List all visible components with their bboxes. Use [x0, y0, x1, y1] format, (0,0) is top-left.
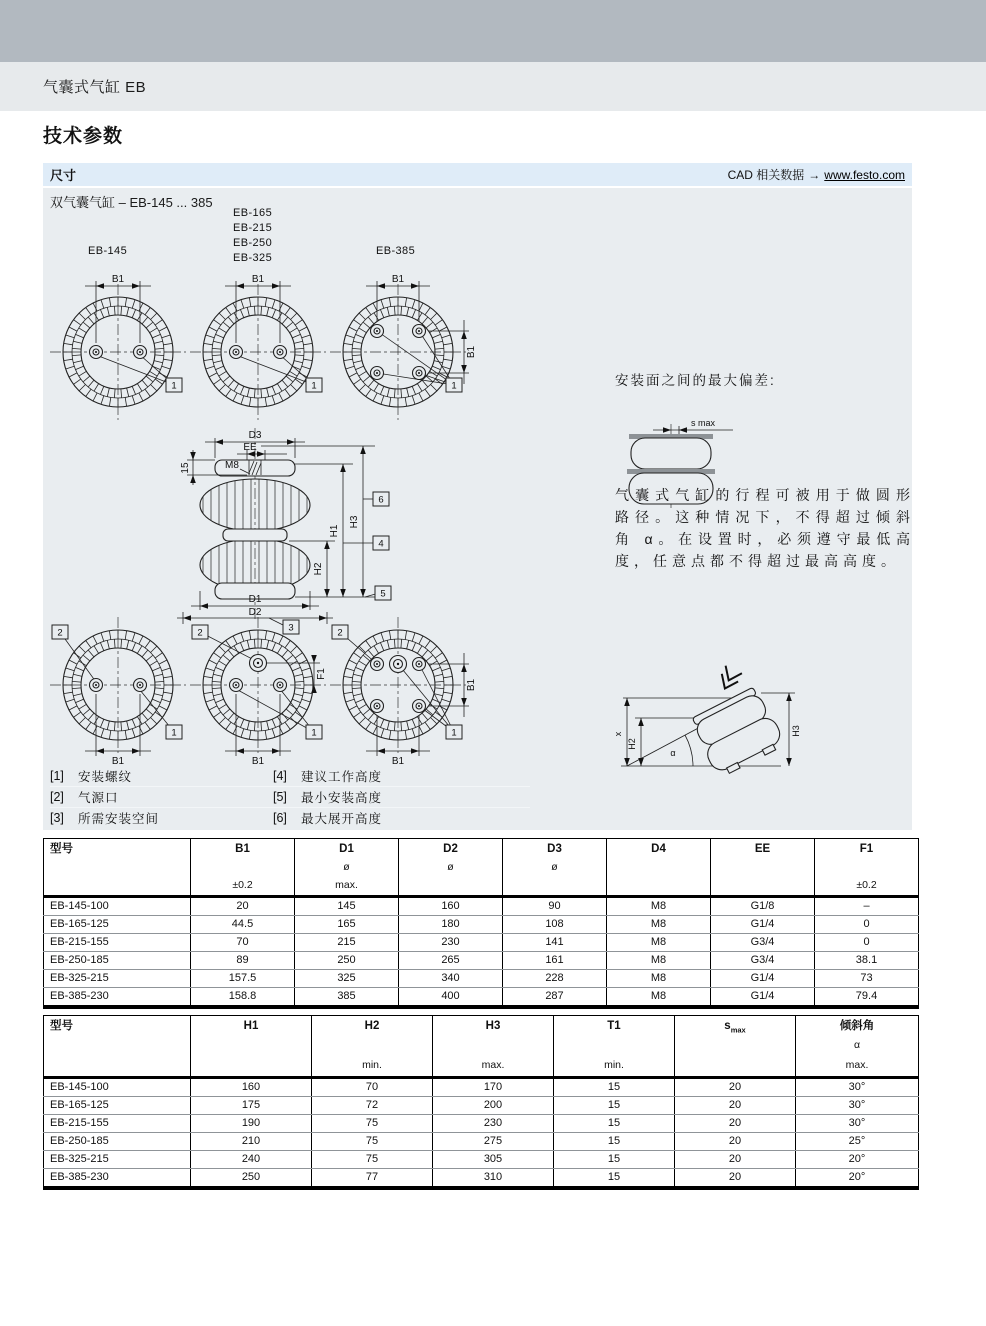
column-label: 倾斜角 [839, 1020, 875, 1032]
value-cell: 400 [399, 988, 503, 1008]
table2-header-col4 [554, 1016, 675, 1078]
dimension-table-1 [43, 838, 918, 1009]
dim-label-h2: H2 [627, 738, 637, 750]
column-qualifier [503, 877, 606, 895]
value-cell: 160 [399, 897, 503, 916]
callout-number: 2 [197, 627, 203, 639]
table-row [44, 988, 919, 1008]
dim-label-b1: B1 [391, 756, 405, 767]
table-row [44, 1078, 919, 1097]
mounting-face-view [50, 617, 186, 767]
model-cell: EB-325-215 [44, 1151, 191, 1169]
value-cell: G1/4 [711, 988, 815, 1008]
table-row [44, 970, 919, 988]
table2-header-col1 [191, 1016, 312, 1078]
table2-header-col6 [796, 1016, 919, 1078]
table1-header-col3 [399, 839, 503, 897]
column-label: 型号 [50, 1020, 73, 1032]
dim-label-f1: F1 [316, 668, 327, 680]
dimension-table-2 [43, 1015, 918, 1190]
value-cell: 15 [554, 1169, 675, 1189]
value-cell: 70 [191, 934, 295, 952]
table1-header-col0 [44, 839, 191, 897]
callout-number: 1 [171, 727, 177, 739]
value-cell: 73 [815, 970, 919, 988]
callout-number: 1 [451, 727, 457, 739]
mounting-face-view [190, 274, 326, 420]
value-cell: 161 [503, 952, 607, 970]
value-cell: 305 [433, 1151, 554, 1169]
value-cell: 89 [191, 952, 295, 970]
value-cell: 30° [796, 1115, 919, 1133]
variant-label-eb385: EB-385 [376, 245, 416, 257]
column-qualifier: min. [362, 1059, 382, 1071]
column-label: D1 [339, 843, 354, 855]
callout-number: 1 [311, 380, 317, 392]
table-row [44, 952, 919, 970]
callout-box [166, 725, 182, 739]
value-cell: 215 [295, 934, 399, 952]
value-cell: M8 [607, 897, 711, 916]
table1-table [43, 838, 919, 1009]
dim-label-ee: EE [243, 442, 257, 453]
value-cell: 240 [191, 1151, 312, 1169]
value-cell: 145 [295, 897, 399, 916]
value-cell: 20 [675, 1133, 796, 1151]
column-symbol [675, 1036, 795, 1057]
value-cell: 20 [675, 1115, 796, 1133]
value-cell: 20 [675, 1169, 796, 1189]
value-cell: 79.4 [815, 988, 919, 1008]
table2-header-col5 [675, 1016, 796, 1078]
dim-label-b1: B1 [251, 274, 265, 285]
value-cell: 160 [191, 1078, 312, 1097]
column-symbol: ø [343, 861, 350, 873]
dim-label-15: 15 [180, 462, 191, 474]
column-label: H3 [485, 1020, 501, 1032]
column-label: s [724, 1020, 731, 1032]
dim-label-b1: B1 [391, 274, 405, 285]
callout-box [446, 378, 462, 392]
mounting-face-view [50, 274, 186, 420]
value-cell: 20 [675, 1078, 796, 1097]
value-cell: 228 [503, 970, 607, 988]
value-cell: 200 [433, 1097, 554, 1115]
value-cell: 141 [503, 934, 607, 952]
table2-header-col2 [312, 1016, 433, 1078]
variant-label: EB-215 [233, 222, 273, 234]
mounting-face-view [330, 274, 477, 420]
callout-box [306, 378, 322, 392]
value-cell: G1/8 [711, 897, 815, 916]
column-symbol [433, 1036, 553, 1057]
value-cell: 20 [675, 1097, 796, 1115]
legend-label: 建议工作高度 [301, 770, 383, 784]
model-cell: EB-250-185 [44, 1133, 191, 1151]
table-row [44, 897, 919, 916]
column-qualifier: ±0.2 [232, 879, 253, 891]
legend-label: 气源口 [78, 791, 119, 805]
stroke-note-paragraph: 气囊式气缸的行程可被用于做圆形路径。这种情况下，不得超过倾斜角 α。在设置时，必须遵守最低高度，任意点都不得超过最高高度。 [615, 487, 915, 569]
value-cell: 15 [554, 1078, 675, 1097]
column-symbol [50, 859, 190, 877]
mounting-face-view [190, 617, 327, 767]
callout-box [446, 725, 462, 739]
value-cell: 157.5 [191, 970, 295, 988]
column-qualifier: max. [845, 1059, 869, 1071]
legend-callout-number: [1] [50, 769, 64, 783]
table-row [44, 1151, 919, 1169]
legend-label: 安装螺纹 [78, 770, 133, 784]
column-label: D3 [547, 843, 562, 855]
value-cell: 15 [554, 1151, 675, 1169]
table-row [44, 1097, 919, 1115]
dim-label-h3: H3 [349, 515, 360, 529]
column-symbol [711, 859, 814, 877]
column-qualifier [607, 877, 710, 895]
table1-header-col7 [815, 839, 919, 897]
dim-label-alpha: α [670, 748, 676, 758]
top-banner [0, 0, 986, 62]
column-symbol [191, 1036, 311, 1057]
product-title-band [0, 62, 986, 111]
arrow-right-icon: → [808, 168, 821, 182]
column-symbol: ø [447, 861, 454, 873]
legend-row [50, 786, 530, 807]
callout-number: 1 [311, 727, 317, 739]
force-arrow-icon [717, 666, 742, 693]
cad-label: CAD 相关数据 [727, 168, 805, 182]
value-cell: 190 [191, 1115, 312, 1133]
value-cell: 38.1 [815, 952, 919, 970]
value-cell: 0 [815, 934, 919, 952]
callout-number: 1 [171, 380, 177, 392]
drawing-subtitle: 双气囊气缸 – EB-145 ... 385 [50, 195, 213, 210]
legend-callout-number: [6] [273, 811, 287, 825]
dim-label-x: x [613, 731, 623, 737]
dim-label-b1: B1 [111, 756, 125, 767]
value-cell: 20° [796, 1151, 919, 1169]
value-cell: 30° [796, 1097, 919, 1115]
value-cell: 75 [312, 1115, 433, 1133]
value-cell: 265 [399, 952, 503, 970]
legend-label: 最大展开高度 [301, 812, 383, 826]
value-cell: 287 [503, 988, 607, 1008]
value-cell: G1/4 [711, 970, 815, 988]
callout-number: 6 [378, 494, 384, 506]
value-cell: 230 [433, 1115, 554, 1133]
variant-label: EB-325 [233, 252, 273, 264]
value-cell: 165 [295, 916, 399, 934]
table1-header-col4 [503, 839, 607, 897]
tilt-angle-sketch [613, 666, 801, 779]
column-label-subscript: max [730, 1025, 746, 1035]
dim-label-d1: D1 [248, 594, 262, 605]
column-label: EE [754, 843, 771, 855]
table1-header-col2 [295, 839, 399, 897]
legend-callout-number: [5] [273, 790, 287, 804]
table-header-row [44, 839, 919, 897]
table1-header-col5 [607, 839, 711, 897]
dim-label-b1: B1 [111, 274, 125, 285]
callout-number: 5 [380, 588, 386, 600]
callout-box [373, 536, 389, 550]
variant-label: EB-250 [233, 237, 273, 249]
model-cell: EB-145-100 [44, 1078, 191, 1097]
callout-number: 3 [288, 622, 294, 634]
column-label: F1 [859, 843, 874, 855]
page-title: 气囊式气缸 EB [43, 79, 147, 96]
column-symbol [607, 859, 710, 877]
dim-label-b1: B1 [466, 345, 477, 359]
table2-header-col3 [433, 1016, 554, 1078]
dim-label-m8: M8 [225, 460, 239, 471]
table2-table [43, 1015, 919, 1190]
legend-label: 所需安装空间 [78, 812, 160, 826]
value-cell: 20° [796, 1169, 919, 1189]
value-cell: M8 [607, 988, 711, 1008]
dim-label-h2: H2 [313, 562, 324, 576]
model-cell: EB-250-185 [44, 952, 191, 970]
column-label: D4 [651, 843, 666, 855]
value-cell: 230 [399, 934, 503, 952]
column-symbol [50, 1036, 190, 1057]
table1-header-col1 [191, 839, 295, 897]
value-cell: 20 [675, 1151, 796, 1169]
dim-label-d3: D3 [248, 430, 262, 441]
value-cell: 25° [796, 1133, 919, 1151]
column-qualifier [399, 877, 502, 895]
column-qualifier [50, 877, 190, 895]
variant-label: EB-165 [233, 207, 273, 219]
callout-number: 4 [378, 538, 384, 550]
dim-label-h3: H3 [791, 725, 801, 737]
dim-label-b1: B1 [466, 678, 477, 692]
value-cell: 310 [433, 1169, 554, 1189]
table1-header-col6 [711, 839, 815, 897]
callout-box [332, 625, 348, 639]
value-cell: G1/4 [711, 916, 815, 934]
dim-label-d2: D2 [248, 607, 262, 618]
legend-row [50, 807, 530, 828]
value-cell: 90 [503, 897, 607, 916]
column-symbol [191, 859, 294, 877]
cross-section-view [177, 428, 391, 634]
deviation-note-title: 安装面之间的最大偏差: [615, 373, 776, 388]
value-cell: 340 [399, 970, 503, 988]
model-cell: EB-325-215 [44, 970, 191, 988]
value-cell: 275 [433, 1133, 554, 1151]
column-qualifier [675, 1057, 795, 1076]
mounting-face-views [50, 274, 477, 767]
column-qualifier: ±0.2 [856, 879, 877, 891]
model-cell: EB-215-155 [44, 1115, 191, 1133]
column-symbol [815, 859, 918, 877]
value-cell: 70 [312, 1078, 433, 1097]
value-cell: 77 [312, 1169, 433, 1189]
table-row [44, 1115, 919, 1133]
model-cell: EB-165-125 [44, 1097, 191, 1115]
cad-data-line [728, 166, 905, 183]
value-cell: M8 [607, 952, 711, 970]
column-label: D2 [443, 843, 458, 855]
value-cell: 75 [312, 1133, 433, 1151]
drawing-area [43, 188, 915, 830]
section-title: 技术参数 [43, 126, 124, 147]
model-cell: EB-215-155 [44, 934, 191, 952]
callout-box [283, 620, 299, 634]
value-cell: 72 [312, 1097, 433, 1115]
value-cell: M8 [607, 934, 711, 952]
callout-box [166, 378, 182, 392]
value-cell: 175 [191, 1097, 312, 1115]
value-cell: 158.8 [191, 988, 295, 1008]
dimensions-header-bar [43, 163, 912, 186]
column-qualifier: max. [335, 879, 358, 891]
column-symbol: ø [551, 861, 558, 873]
value-cell: M8 [607, 916, 711, 934]
dimensions-title: 尺寸 [50, 168, 77, 183]
column-label: H1 [243, 1020, 259, 1032]
dim-label-b1: B1 [251, 756, 265, 767]
column-label: 型号 [50, 843, 73, 855]
column-label: T1 [607, 1020, 621, 1032]
model-cell: EB-165-125 [44, 916, 191, 934]
value-cell: 250 [295, 952, 399, 970]
column-label: H2 [364, 1020, 380, 1032]
table-header-row [44, 1016, 919, 1078]
table-row [44, 934, 919, 952]
callout-number: 2 [57, 627, 63, 639]
model-cell: EB-145-100 [44, 897, 191, 916]
value-cell: – [815, 897, 919, 916]
drawing-legend [50, 766, 530, 828]
table-row [44, 1133, 919, 1151]
legend-row [50, 766, 530, 786]
column-symbol [554, 1036, 674, 1057]
column-qualifier [711, 877, 814, 895]
table-row [44, 916, 919, 934]
callout-box [52, 625, 68, 639]
callout-box [373, 492, 389, 506]
legend-callout-number: [4] [273, 769, 287, 783]
value-cell: M8 [607, 970, 711, 988]
callout-box [192, 625, 208, 639]
value-cell: 325 [295, 970, 399, 988]
value-cell: 15 [554, 1133, 675, 1151]
dim-label-h1: H1 [329, 524, 340, 538]
table-row [44, 1169, 919, 1189]
value-cell: 44.5 [191, 916, 295, 934]
model-cell: EB-385-230 [44, 988, 191, 1008]
column-label: B1 [235, 843, 250, 855]
callout-number: 2 [337, 627, 343, 639]
column-qualifier: max. [481, 1059, 505, 1071]
value-cell: 180 [399, 916, 503, 934]
value-cell: 15 [554, 1097, 675, 1115]
value-cell: 30° [796, 1078, 919, 1097]
value-cell: G3/4 [711, 934, 815, 952]
callout-number: 1 [451, 380, 457, 392]
value-cell: 0 [815, 916, 919, 934]
value-cell: 108 [503, 916, 607, 934]
value-cell: 75 [312, 1151, 433, 1169]
value-cell: 210 [191, 1133, 312, 1151]
column-qualifier [191, 1057, 311, 1076]
value-cell: 20 [191, 897, 295, 916]
variant-label-eb145: EB-145 [88, 245, 128, 257]
value-cell: 250 [191, 1169, 312, 1189]
column-symbol [312, 1036, 432, 1057]
table2-header-col0 [44, 1016, 191, 1078]
callout-box [375, 586, 391, 600]
column-symbol: α [853, 1039, 861, 1051]
legend-callout-number: [2] [50, 790, 64, 804]
dim-label-smax: s max [691, 418, 716, 428]
value-cell: 385 [295, 988, 399, 1008]
value-cell: 170 [433, 1078, 554, 1097]
mounting-face-view [330, 617, 477, 767]
legend-callout-number: [3] [50, 811, 64, 825]
festo-link[interactable]: www.festo.com [824, 168, 905, 182]
legend-label: 最小安装高度 [301, 791, 383, 805]
callout-box [306, 725, 322, 739]
model-cell: EB-385-230 [44, 1169, 191, 1189]
column-qualifier: min. [604, 1059, 624, 1071]
column-qualifier [50, 1057, 190, 1076]
value-cell: 15 [554, 1115, 675, 1133]
value-cell: G3/4 [711, 952, 815, 970]
